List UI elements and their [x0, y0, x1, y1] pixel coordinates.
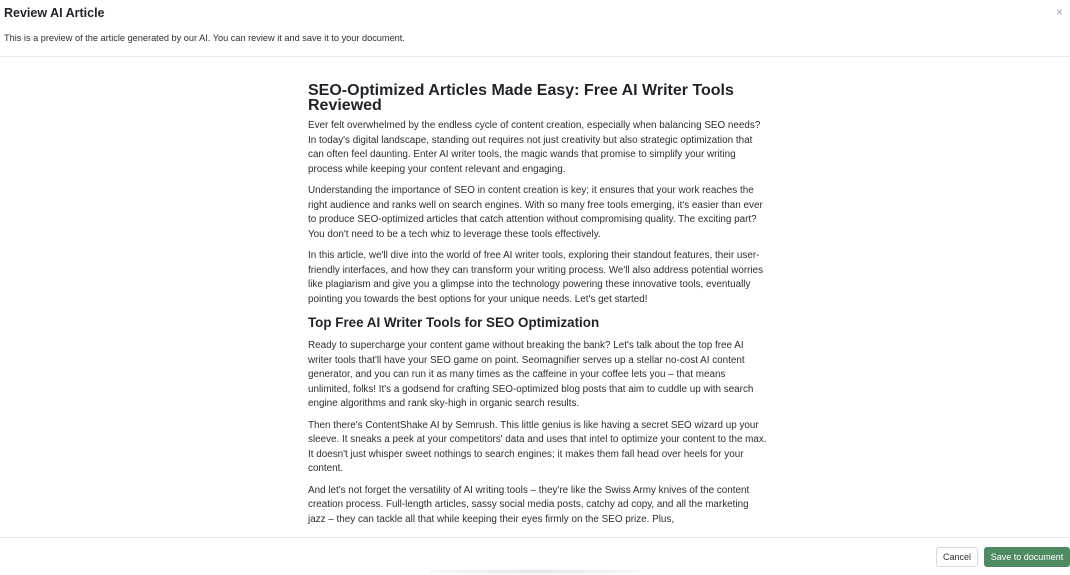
scroll-shadow: [430, 569, 640, 574]
article-paragraph: And let's not forget the versatility of AI writing tools – they're like the Swiss Army knives of the content creation process. Full-length articles, sassy social media posts, catchy ad copy, and all the marketing jazz – they can tackle all that while keeping their eyes firmly on the SEO prize. Plus,: [308, 484, 750, 525]
close-icon[interactable]: ×: [1056, 5, 1064, 19]
section-heading: Top Free AI Writer Tools for SEO Optimization: [308, 315, 600, 330]
article-paragraph: In this article, we'll dive into the world of free AI writer tools, exploring their standout features, their user-friendly interfaces, and how they can transform your writing process. We'll also address potential worries like plagiarism and give you a glimpse into the technology powering these innovative tools, eventually pointing you towards the best options for your unique needs. Let's get started!: [308, 250, 764, 305]
article-paragraph: Then there's ContentShake AI by Semrush. This little genius is like having a secret SEO wizard up your sleeve. It sneaks a peek at your competitors' data and uses that intel to optimize your content to the max. It doesn't just whisper sweet nothings to search engines; it makes them fall head over heels for your content.: [308, 419, 767, 474]
article-body: [308, 83, 768, 534]
article-paragraph: Ready to supercharge your content game without breaking the bank? Let's talk about the top free AI writer tools that'll have your SEO game on point. Seomagnifier serves up a stellar no-cost AI content generator, and you can run it as many times as the caffeine in your coffee lets you – that means unlimited, folks! It's a godsend for crafting SEO-optimized blog posts that aim to cuddle up with search engine algorithms and rank sky-high in organic search results.: [308, 340, 754, 409]
article-paragraph: Ever felt overwhelmed by the endless cycle of content creation, especially when balancing SEO needs? In today's digital landscape, standing out requires not just creativity but also strategic optimization that can often feel daunting. Enter AI writer tools, the magic wands that promise to simplify your writing process while keeping your content relevant and engaging.: [308, 120, 761, 175]
dialog-title: Review AI Article: [4, 6, 105, 20]
cancel-button[interactable]: Cancel: [936, 547, 978, 567]
article-title-line-2: Reviewed: [308, 97, 382, 114]
save-to-document-button[interactable]: Save to document: [984, 547, 1070, 567]
article-title-line-1: SEO-Optimized Articles Made Easy: Free AI Writer Tools: [308, 82, 734, 99]
dialog-header: [0, 0, 1070, 57]
article-title: [308, 83, 768, 113]
article-paragraph: Understanding the importance of SEO in content creation is key; it ensures that your work reaches the right audience and ranks well on search engines. With so many free tools emerging, it's easier than ever to produce SEO-optimized articles that catch attention without compromising quality. The exciting part? You don't need to be a tech whiz to leverage these tools effectively.: [308, 185, 763, 240]
dialog-subtitle: This is a preview of the article generated by our AI. You can review it and save it to your document.: [4, 33, 405, 43]
article-preview[interactable]: [0, 57, 1070, 537]
